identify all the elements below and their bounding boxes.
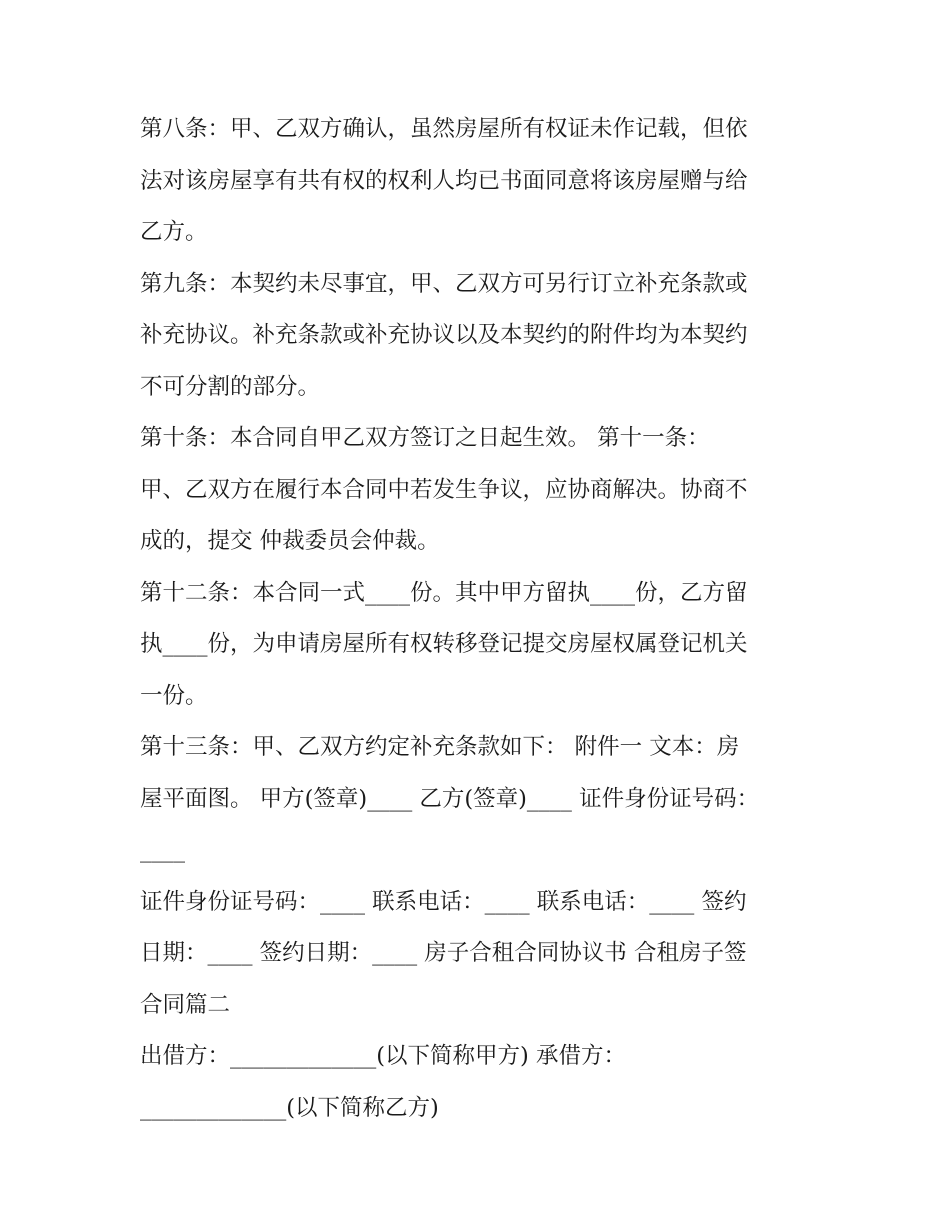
text-line: 第九条：本契约未尽事宜，甲、乙双方可另行订立补充条款或 xyxy=(140,270,748,297)
text-line: 执____份，为申请房屋所有权转移登记提交房屋权属登记机关 xyxy=(140,631,748,657)
text-line: 不可分割的部分。 xyxy=(140,373,321,400)
article-8-paragraph xyxy=(140,104,820,259)
text-line: 合同篇二 xyxy=(140,991,231,1018)
article-9-paragraph xyxy=(140,259,820,414)
text-line: 成的，提交 仲裁委员会仲裁。 xyxy=(140,528,440,554)
text-line: 第八条：甲、乙双方确认，虽然房屋所有权证未作记载，但依 xyxy=(140,116,748,142)
text-line: 乙方。 xyxy=(140,219,208,245)
text-line: ____ xyxy=(140,837,185,863)
text-line: 屋平面图。 甲方(签章)____ 乙方(签章)____ 证件身份证号码： xyxy=(140,785,760,812)
text-line: 日期：____ 签约日期：____ 房子合租合同协议书 合租房子签 xyxy=(140,940,747,966)
contract-text xyxy=(140,104,820,1134)
text-line: 第十三条：甲、乙双方约定补充条款如下： 附件一 文本：房 xyxy=(140,734,740,760)
text-line: 一份。 xyxy=(140,682,208,709)
text-line: 出借方：_____________(以下简称甲方) 承借方： xyxy=(140,1043,626,1069)
loan-parties-paragraph xyxy=(140,1031,820,1134)
text-line: 甲、乙双方在履行本合同中若发生争议，应协商解决。协商不 xyxy=(140,476,748,503)
article-13-paragraph xyxy=(140,722,820,1031)
text-line: 证件身份证号码：____ 联系电话：____ 联系电话：____ 签约 xyxy=(140,888,747,915)
text-line: 第十条：本合同自甲乙双方签订之日起生效。 第十一条： xyxy=(140,425,710,451)
text-line: 法对该房屋享有共有权的权利人均已书面同意将该房屋赠与给 xyxy=(140,167,748,194)
text-line: _____________(以下简称乙方) xyxy=(140,1094,439,1121)
text-line: 第十二条：本合同一式____份。其中甲方留执____份，乙方留 xyxy=(140,579,748,606)
article-10-11-paragraph xyxy=(140,413,820,568)
article-12-paragraph xyxy=(140,568,820,723)
text-line: 补充协议。补充条款或补充协议以及本契约的附件均为本契约 xyxy=(140,322,748,348)
